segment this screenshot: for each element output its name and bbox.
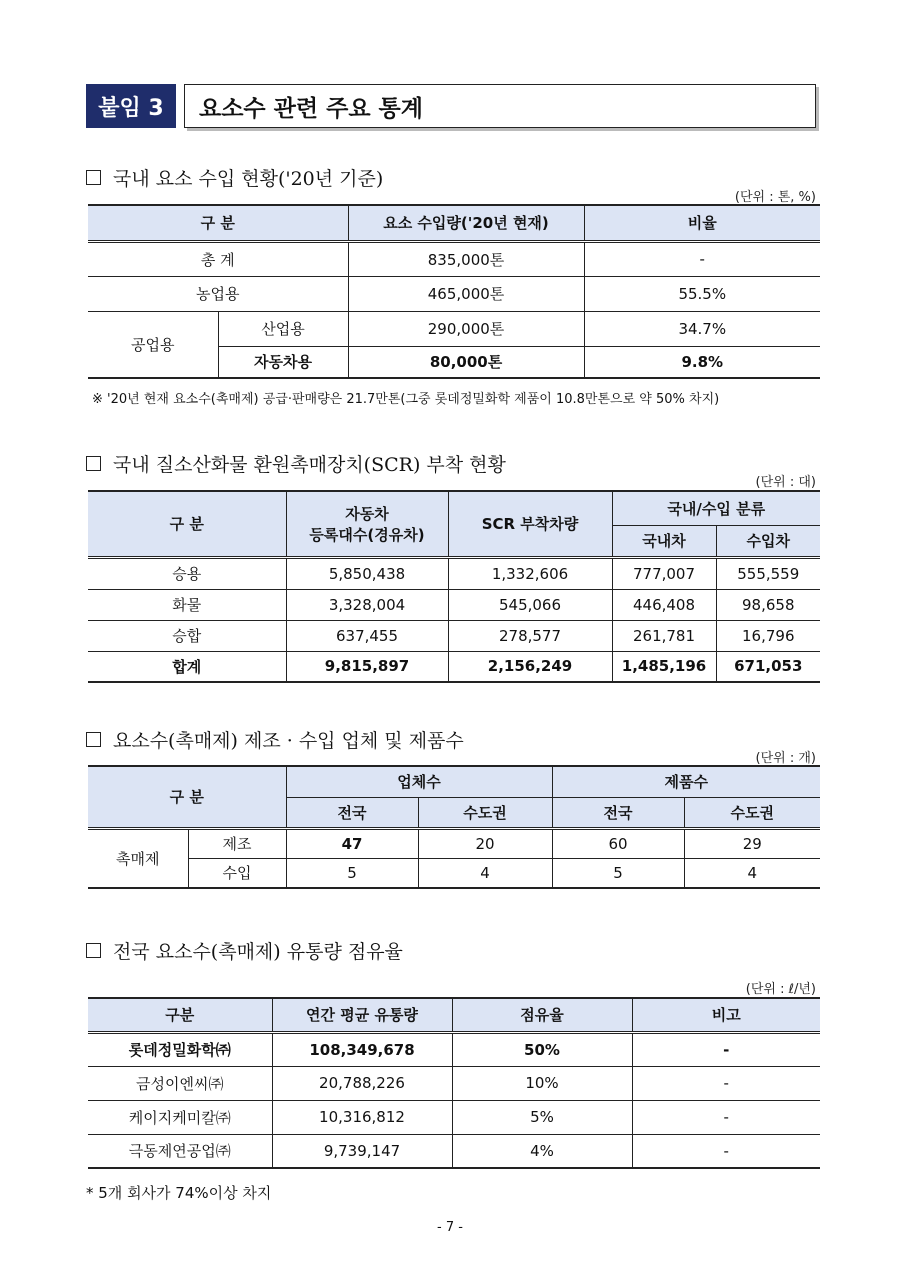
page-number: - 7 - [437,1220,463,1235]
cell-scr: 278,577 [448,620,612,651]
total-row [88,651,820,682]
cell-note: - [632,1100,820,1134]
cell-registered: 3,328,004 [286,589,448,620]
section1-title [86,164,383,191]
section4-unit: (단위 : ℓ/년) [745,982,816,997]
table-row [88,276,820,311]
section3-title [86,726,464,753]
cell-ratio: - [584,241,820,276]
header-import-amount: 요소 수입량('20년 현재) [348,205,584,241]
cell-ratio: 55.5% [584,276,820,311]
table-row [88,828,820,858]
cell-ratio: 9.8% [584,346,820,378]
checkbox-square-icon [86,170,101,185]
table-header-row [88,205,820,241]
header-category: 구 분 [88,766,286,828]
cell-share: 5% [452,1100,632,1134]
header-registered-line2: 등록대수(경유차) [309,525,425,544]
header-companies: 업체수 [286,766,552,797]
header-scr: SCR 부착차량 [448,491,612,557]
section4-title-text: 전국 요소수(촉매제) 유통량 점유율 [113,941,403,963]
section3-title-text: 요소수(촉매제) 제조 · 수입 업체 및 제품수 [113,730,464,752]
table-row [88,1032,820,1066]
header-products-capital: 수도권 [684,797,820,828]
table-row [88,1066,820,1100]
row-label: 총 계 [88,241,348,276]
table-header-row [88,766,820,797]
cell-companies-capital: 20 [418,828,552,858]
header-domestic: 국내차 [612,525,716,557]
section4-footnote: * 5개 회사가 74%이상 차지 [86,1184,272,1202]
table-row [88,858,820,888]
section3-unit: (단위 : 개) [755,751,816,766]
header-registered [286,491,448,557]
cell-volume: 9,739,147 [272,1134,452,1168]
checkbox-square-icon [86,943,101,958]
header-company: 구분 [88,998,272,1032]
cell-scr: 545,066 [448,589,612,620]
section1-note: ※ '20년 현재 요소수(촉매제) 공급·판매량은 21.7만톤(그중 롯데정밀화학 제품이 10.8만톤으로 약 50% 차지) [92,392,720,407]
header-origin: 국내/수입 분류 [612,491,820,525]
cell-imported: 98,658 [716,589,820,620]
cell-company: 케이지케미칼㈜ [88,1100,272,1134]
cell-amount: 290,000톤 [348,311,584,346]
checkbox-square-icon [86,732,101,747]
cell-volume: 20,788,226 [272,1066,452,1100]
table-row [88,311,820,346]
distribution-share-table [88,997,820,1169]
cell-imported: 671,053 [716,651,820,682]
cell-note: - [632,1134,820,1168]
row-label: 제조 [188,828,286,858]
header-companies-capital: 수도권 [418,797,552,828]
group-label: 촉매제 [88,828,188,888]
cell-share: 4% [452,1134,632,1168]
cell-amount: 80,000톤 [348,346,584,378]
page-title-text: 요소수 관련 주요 통계 [199,95,423,122]
row-label: 승용 [88,557,286,589]
cell-volume: 108,349,678 [272,1032,452,1066]
row-label: 자동차용 [218,346,348,378]
header-volume: 연간 평균 유통량 [272,998,452,1032]
header-share: 점유율 [452,998,632,1032]
appendix-tag: 붙임 3 [86,84,176,128]
section2-title [86,450,506,477]
manufacturer-table [88,765,820,889]
cell-products-nation: 5 [552,858,684,888]
cell-registered: 9,815,897 [286,651,448,682]
cell-company: 롯데정밀화학㈜ [88,1032,272,1066]
section4-title [86,937,403,964]
header-imported: 수입차 [716,525,820,557]
section2-unit: (단위 : 대) [755,475,816,490]
cell-domestic: 1,485,196 [612,651,716,682]
row-label: 승합 [88,620,286,651]
table-row [88,620,820,651]
cell-volume: 10,316,812 [272,1100,452,1134]
cell-imported: 16,796 [716,620,820,651]
header-registered-line1: 자동차 [345,504,389,523]
urea-import-table [88,204,820,379]
header-category: 구 분 [88,205,348,241]
section1-title-text: 국내 요소 수입 현황('20년 기준) [113,168,384,190]
checkbox-square-icon [86,456,101,471]
cell-ratio: 34.7% [584,311,820,346]
table-row [88,557,820,589]
row-label: 합계 [88,651,286,682]
header-products: 제품수 [552,766,820,797]
cell-scr: 1,332,606 [448,557,612,589]
cell-amount: 465,000톤 [348,276,584,311]
table-header-row [88,491,820,525]
table-row [88,241,820,276]
cell-imported: 555,559 [716,557,820,589]
cell-company: 극동제연공업㈜ [88,1134,272,1168]
table-header-row [88,998,820,1032]
cell-companies-nation: 47 [286,828,418,858]
cell-domestic: 777,007 [612,557,716,589]
cell-share: 10% [452,1066,632,1100]
cell-company: 금성이엔씨㈜ [88,1066,272,1100]
cell-companies-capital: 4 [418,858,552,888]
section1-unit: (단위 : 톤, %) [734,190,816,205]
row-label: 수입 [188,858,286,888]
row-label: 농업용 [88,276,348,311]
section2-title-text: 국내 질소산화물 환원촉매장치(SCR) 부착 현황 [113,454,506,476]
table-row [88,1134,820,1168]
page-title [184,84,816,128]
header-ratio: 비율 [584,205,820,241]
cell-share: 50% [452,1032,632,1066]
cell-registered: 5,850,438 [286,557,448,589]
cell-registered: 637,455 [286,620,448,651]
table-row [88,1100,820,1134]
cell-domestic: 446,408 [612,589,716,620]
cell-note: - [632,1032,820,1066]
cell-companies-nation: 5 [286,858,418,888]
cell-domestic: 261,781 [612,620,716,651]
cell-scr: 2,156,249 [448,651,612,682]
table-row [88,589,820,620]
header-category: 구 분 [88,491,286,557]
group-label: 공업용 [88,311,218,378]
header-companies-nation: 전국 [286,797,418,828]
header-note: 비고 [632,998,820,1032]
cell-amount: 835,000톤 [348,241,584,276]
row-label: 산업용 [218,311,348,346]
header-products-nation: 전국 [552,797,684,828]
row-label: 화물 [88,589,286,620]
cell-products-nation: 60 [552,828,684,858]
cell-products-capital: 4 [684,858,820,888]
cell-products-capital: 29 [684,828,820,858]
scr-attachment-table [88,490,820,683]
cell-note: - [632,1066,820,1100]
